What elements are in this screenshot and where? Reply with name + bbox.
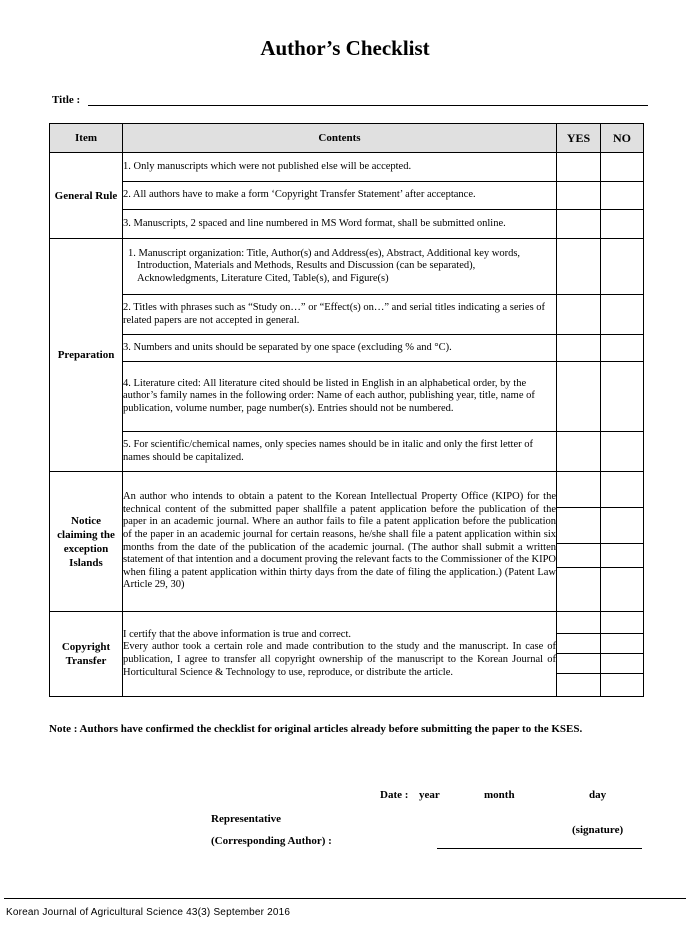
no-checkbox[interactable]: [601, 654, 644, 674]
table-row: [50, 210, 644, 239]
no-checkbox[interactable]: [601, 239, 644, 295]
no-checkbox[interactable]: [601, 210, 644, 239]
note-text: Note : Authors have confirmed the checklist for original articles already before submitting the paper to the KSES.: [49, 723, 583, 735]
date-label: Date :: [380, 789, 409, 801]
table-row: [50, 182, 644, 210]
no-checkbox[interactable]: [601, 153, 644, 182]
title-field-line[interactable]: [88, 105, 648, 106]
preparation-item-4: 4. Literature cited: All literature cited should be listed in English in an alphabetical order, by the author’s family names in the following order: Name of each author, publishing year, title, name of publication, volume number, page number(s). Entries should not be numbered.: [123, 362, 557, 432]
table-row: [50, 362, 644, 432]
no-checkbox[interactable]: [601, 674, 644, 697]
yes-checkbox[interactable]: [557, 362, 601, 432]
yes-checkbox[interactable]: [557, 182, 601, 210]
date-month-label: month: [484, 789, 515, 801]
table-row: [50, 295, 644, 335]
header-no: NO: [601, 124, 644, 153]
table-row: [50, 153, 644, 182]
header-item: Item: [50, 124, 123, 153]
preparation-item-1: 1. Manuscript organization: Title, Author(s) and Address(es), Abstract, Additional key words, Introduction, Materials and Methods, Results and Discussion (can be separated), Acknowledgments, Literature Cited, Table(s), and Figure(s): [123, 239, 557, 295]
yes-checkbox[interactable]: [557, 634, 601, 654]
yes-checkbox[interactable]: [557, 508, 601, 544]
copyright-label: Copyright Transfer: [50, 612, 123, 697]
no-checkbox[interactable]: [601, 335, 644, 362]
yes-checkbox[interactable]: [557, 432, 601, 472]
general-rule-item-2: 2. All authors have to make a form ‘Copyright Transfer Statement’ after acceptance.: [123, 182, 557, 210]
header-yes: YES: [557, 124, 601, 153]
table-row: [50, 335, 644, 362]
no-checkbox[interactable]: [601, 432, 644, 472]
yes-checkbox[interactable]: [557, 153, 601, 182]
date-day-label: day: [589, 789, 607, 801]
representative-label: Representative: [211, 813, 282, 825]
checklist-table: [49, 123, 644, 697]
general-rule-item-1: 1. Only manuscripts which were not published else will be accepted.: [123, 153, 557, 182]
yes-checkbox[interactable]: [557, 239, 601, 295]
corresponding-author-label: (Corresponding Author) :: [211, 835, 332, 847]
no-checkbox[interactable]: [601, 472, 644, 508]
yes-checkbox[interactable]: [557, 612, 601, 634]
date-year-label: year: [419, 789, 440, 801]
yes-checkbox[interactable]: [557, 674, 601, 697]
preparation-item-5: 5. For scientific/chemical names, only species names should be in italic and only the first letter of names should be capitalized.: [123, 432, 557, 472]
no-checkbox[interactable]: [601, 544, 644, 568]
signature-line[interactable]: [437, 848, 642, 849]
no-checkbox[interactable]: [601, 362, 644, 432]
signature-label: (signature): [572, 824, 624, 836]
notice-text: An author who intends to obtain a patent to the Korean Intellectual Property Office (KIPO) for the technical content of the submitted paper shallfile a patent application before the publication of the paper in an academic journal. Where an author fails to file a patent application before the publication of the paper in an academic journal for certain reasons, he/she shall file a patent application within six months from the date of the publication of the academic journal. (The author shall submit a written statement of that intention and a document proving the relevant facts to the Commissioner of the KIPO when filing a patent application within thirty days from the date of filing the application.) (Patent Law Article 29, 30): [123, 472, 557, 612]
no-checkbox[interactable]: [601, 508, 644, 544]
yes-checkbox[interactable]: [557, 544, 601, 568]
title-field-row: [52, 94, 648, 108]
yes-checkbox[interactable]: [557, 654, 601, 674]
footer-divider: [4, 898, 686, 899]
no-checkbox[interactable]: [601, 295, 644, 335]
no-checkbox[interactable]: [601, 612, 644, 634]
footer-text: Korean Journal of Agricultural Science 43(3) September 2016: [6, 907, 291, 918]
header-contents: Contents: [123, 124, 557, 153]
copyright-line-2: Every author took a certain role and made contribution to the study and the manuscript. In case of publication, I agree to transfer all copyright ownership of the manuscript to the Korean Journal of Horticultural Science & Technology to use, reproduce, or distribute the article.: [123, 641, 556, 678]
preparation-label: Preparation: [50, 239, 123, 472]
title-field-label: Title :: [52, 94, 81, 106]
yes-checkbox[interactable]: [557, 295, 601, 335]
general-rule-item-3: 3. Manuscripts, 2 spaced and line numbered in MS Word format, shall be submitted online.: [123, 210, 557, 239]
yes-checkbox[interactable]: [557, 210, 601, 239]
copyright-text: [123, 612, 557, 697]
table-row: [50, 239, 644, 295]
preparation-item-2: 2. Titles with phrases such as “Study on…” or “Effect(s) on…” and serial titles indicating a series of related papers are not accepted in general.: [123, 295, 557, 335]
general-rule-label: General Rule: [50, 153, 123, 239]
table-row: [50, 472, 644, 508]
preparation-item-3: 3. Numbers and units should be separated by one space (excluding % and °C).: [123, 335, 557, 362]
no-checkbox[interactable]: [601, 634, 644, 654]
table-row: [50, 612, 644, 634]
yes-checkbox[interactable]: [557, 472, 601, 508]
copyright-line-1: I certify that the above information is true and correct.: [123, 628, 351, 640]
no-checkbox[interactable]: [601, 182, 644, 210]
yes-checkbox[interactable]: [557, 568, 601, 612]
notice-label: Notice claiming the exception Islands: [50, 472, 123, 612]
page-title: Author’s Checklist: [260, 36, 430, 60]
table-header-row: [50, 124, 644, 153]
no-checkbox[interactable]: [601, 568, 644, 612]
table-row: [50, 432, 644, 472]
yes-checkbox[interactable]: [557, 335, 601, 362]
